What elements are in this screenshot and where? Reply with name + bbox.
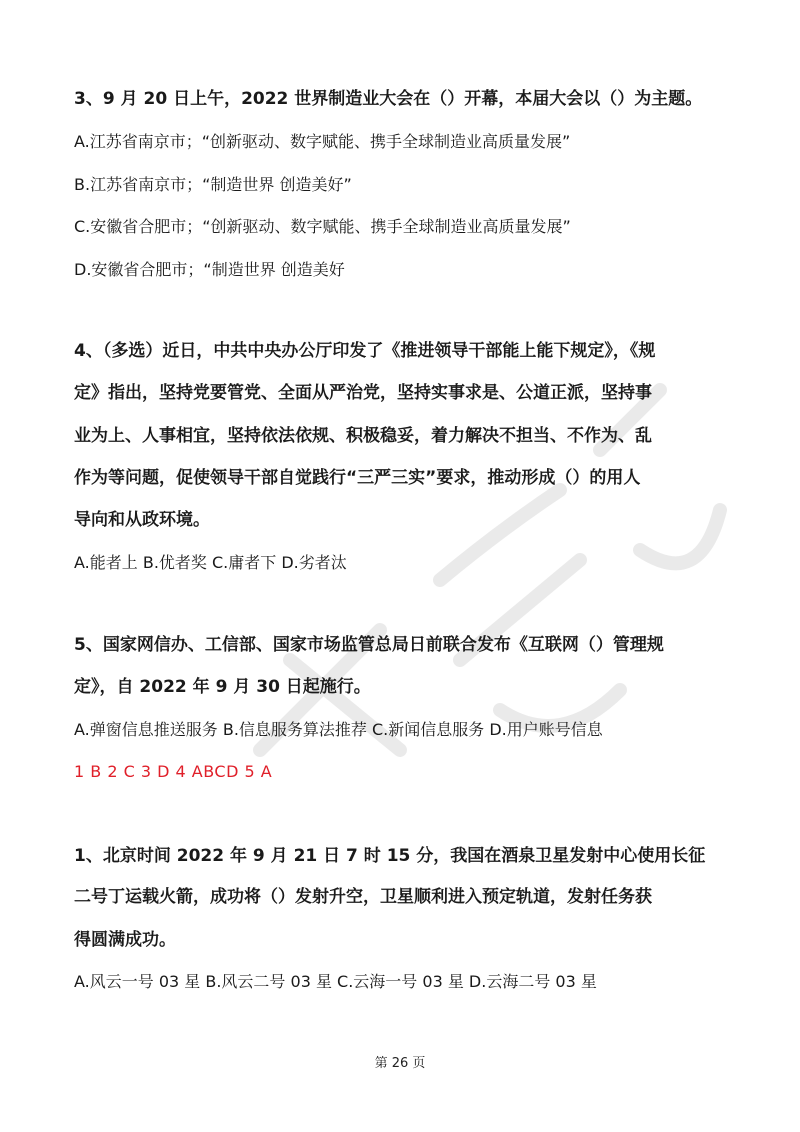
q5-stem-line-1: 5、国家网信办、工信部、国家市场监管总局日前联合发布《互联网（）管理规 — [74, 635, 664, 655]
q5-options: A.弹窗信息推送服务 B.信息服务算法推荐 C.新闻信息服务 D.用户账号信息 — [74, 720, 603, 739]
q3-option-d: D.安徽省合肥市；“制造世界 创造美好 — [74, 260, 345, 279]
q1-stem-line-2: 二号丁运载火箭，成功将（）发射升空，卫星顺利进入预定轨道，发射任务获 — [74, 887, 652, 907]
q5-stem-line-2: 定》，自 2022 年 9 月 30 日起施行。 — [74, 677, 371, 697]
answer-key: 1 B 2 C 3 D 4 ABCD 5 A — [74, 762, 273, 781]
q4-stem-line-1: 4、（多选）近日，中共中央办公厅印发了《推进领导干部能上能下规定》，《规 — [74, 341, 656, 361]
q4-stem-line-3: 业为上、人事相宜，坚持依法依规、积极稳妥，着力解决不担当、不作为、乱 — [74, 426, 652, 446]
watermark-graphic — [200, 330, 760, 890]
page-number: 第 26 页 — [374, 1056, 426, 1071]
q3-stem: 3、9 月 20 日上午，2022 世界制造业大会在（）开幕，本届大会以（）为主题。 — [74, 89, 703, 109]
q4-stem-line-5: 导向和从政环境。 — [74, 510, 210, 530]
q3-option-c: C.安徽省合肥市；“创新驱动、数字赋能、携手全球制造业高质量发展” — [74, 217, 571, 236]
q3-option-a: A.江苏省南京市；“创新驱动、数字赋能、携手全球制造业高质量发展” — [74, 132, 571, 151]
q1-stem-line-3: 得圆满成功。 — [74, 930, 176, 950]
q4-stem-line-2: 定》指出，坚持党要管党、全面从严治党，坚持实事求是、公道正派，坚持事 — [74, 383, 652, 403]
q1-stem-line-1: 1、北京时间 2022 年 9 月 21 日 7 时 15 分，我国在酒泉卫星发射中心使用长征 — [74, 846, 706, 866]
q1-options: A.风云一号 03 星 B.风云二号 03 星 C.云海一号 03 星 D.云海二号 03 星 — [74, 972, 597, 991]
q4-options: A.能者上 B.优者奖 C.庸者下 D.劣者汰 — [74, 553, 347, 572]
q3-option-b: B.江苏省南京市；“制造世界 创造美好” — [74, 175, 352, 194]
q4-stem-line-4: 作为等问题，促使领导干部自觉践行“三严三实”要求，推动形成（）的用人 — [74, 468, 641, 488]
